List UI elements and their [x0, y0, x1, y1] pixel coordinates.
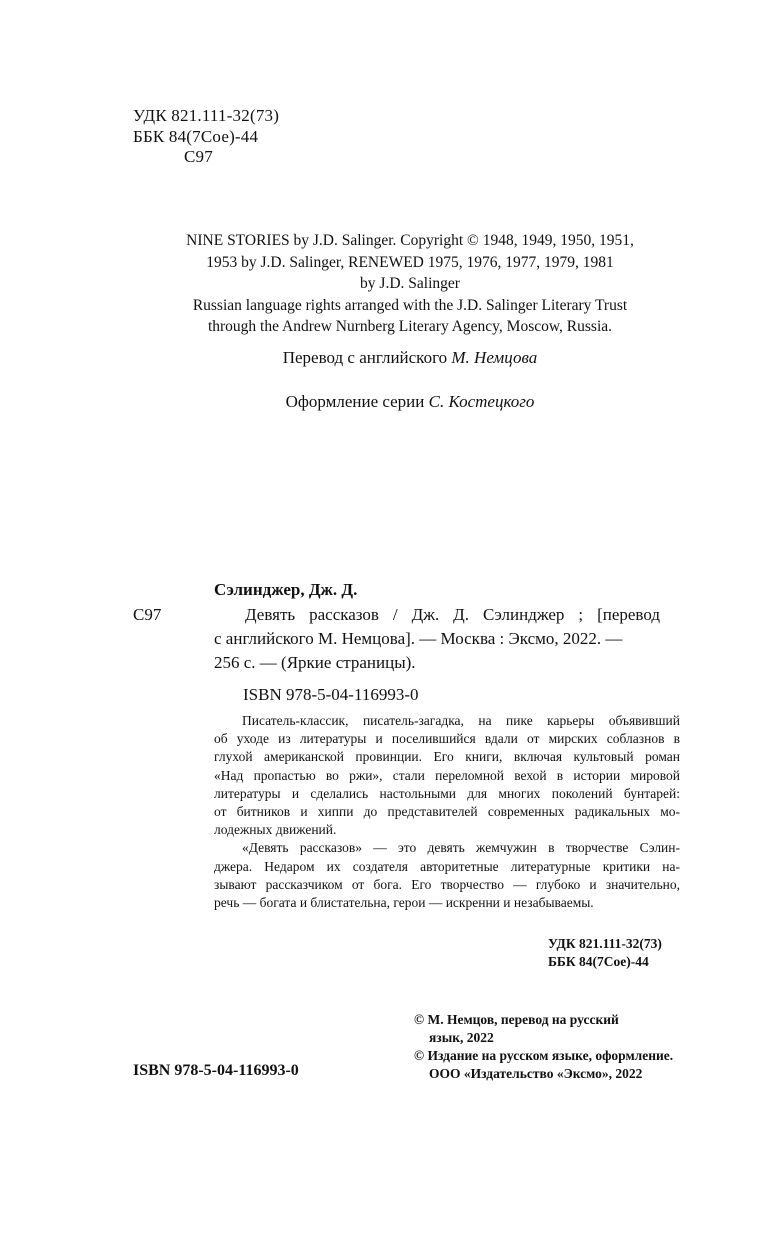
copyright-line: Russian language rights arranged with the J.D. Salinger Literary Trust	[192, 296, 628, 314]
annotation-line: «Над пропастью во ржи», стали переломной вехой в истории мировой	[214, 767, 680, 783]
copyright-line: NINE STORIES by J.D. Salinger. Copyright © 1948, 1949, 1950, 1951,	[186, 232, 634, 249]
footer-bbk: ББК 84(7Сое)-44	[548, 954, 649, 969]
rights-translation-cont: язык, 2022	[429, 1030, 494, 1045]
annotation-line: от битников и хиппи до представителей современных радикальных мо-	[214, 804, 680, 820]
design-label: Оформление серии	[285, 392, 425, 411]
annotation-line: джера. Недаром их создателя авторитетные литературные критики на-	[214, 858, 680, 874]
designer-name: С. Костецкого	[428, 392, 535, 411]
footer-udk: УДК 821.111-32(73)	[548, 936, 662, 951]
rights-edition-cont: ООО «Издательство «Эксмо», 2022	[429, 1066, 643, 1081]
bbk-code: ББК 84(7Сое)-44	[133, 127, 259, 146]
annotation-line: «Девять рассказов» — это девять жемчужин в творчестве Сэлин-	[242, 840, 680, 856]
record-line: 256 с. — (Яркие страницы).	[214, 653, 416, 672]
translator-credit	[130, 348, 690, 368]
rights-edition: © Издание на русском языке, оформление.	[414, 1048, 674, 1063]
footer-isbn: ISBN 978-5-04-116993-0	[133, 1062, 299, 1079]
copyright-block	[130, 230, 690, 338]
udk-code: УДК 821.111-32(73)	[133, 106, 280, 125]
record-author-heading: Сэлинджер, Дж. Д.	[214, 580, 358, 599]
annotation-line: глухой американской провинции. Его книги, включая культовый роман	[214, 749, 680, 765]
annotation-line: Писатель-классик, писатель-загадка, на пике карьеры объявивший	[242, 713, 680, 728]
copyright-line: by J.D. Salinger	[360, 275, 460, 292]
design-credit	[130, 392, 690, 412]
author-mark: С97	[184, 147, 213, 166]
record-mark: С97	[133, 605, 162, 624]
translator-name: М. Немцова	[451, 348, 538, 367]
rights-translation: © М. Немцов, перевод на русский	[414, 1012, 619, 1027]
record-description	[245, 603, 660, 627]
annotation-line: об уходе из литературы и поселившийся вдали от мирских соблазнов в	[214, 731, 680, 747]
annotation-line: речь — богата и блистательна, герои — искренни и незабываемы.	[214, 895, 594, 911]
record-line: с английского М. Немцова]. — Москва : Эксмо, 2022. —	[214, 629, 623, 648]
annotation	[214, 712, 680, 912]
annotation-line: литературы и сделались настольными для многих поколений бунтарей:	[214, 785, 680, 801]
translator-label: Перевод с английского	[282, 348, 448, 367]
copyright-line: 1953 by J.D. Salinger, RENEWED 1975, 1976, 1977, 1979, 1981	[206, 253, 614, 271]
annotation-line: лодежных движений.	[214, 822, 337, 838]
record-isbn: ISBN 978-5-04-116993-0	[243, 685, 419, 704]
copyright-line: through the Andrew Nurnberg Literary Agency, Moscow, Russia.	[207, 318, 613, 335]
record-line: Девять рассказов / Дж. Д. Сэлинджер ; [перевод	[245, 605, 660, 624]
annotation-line: зывают рассказчиком от бога. Его творчество — глубоко и значительно,	[214, 876, 680, 892]
